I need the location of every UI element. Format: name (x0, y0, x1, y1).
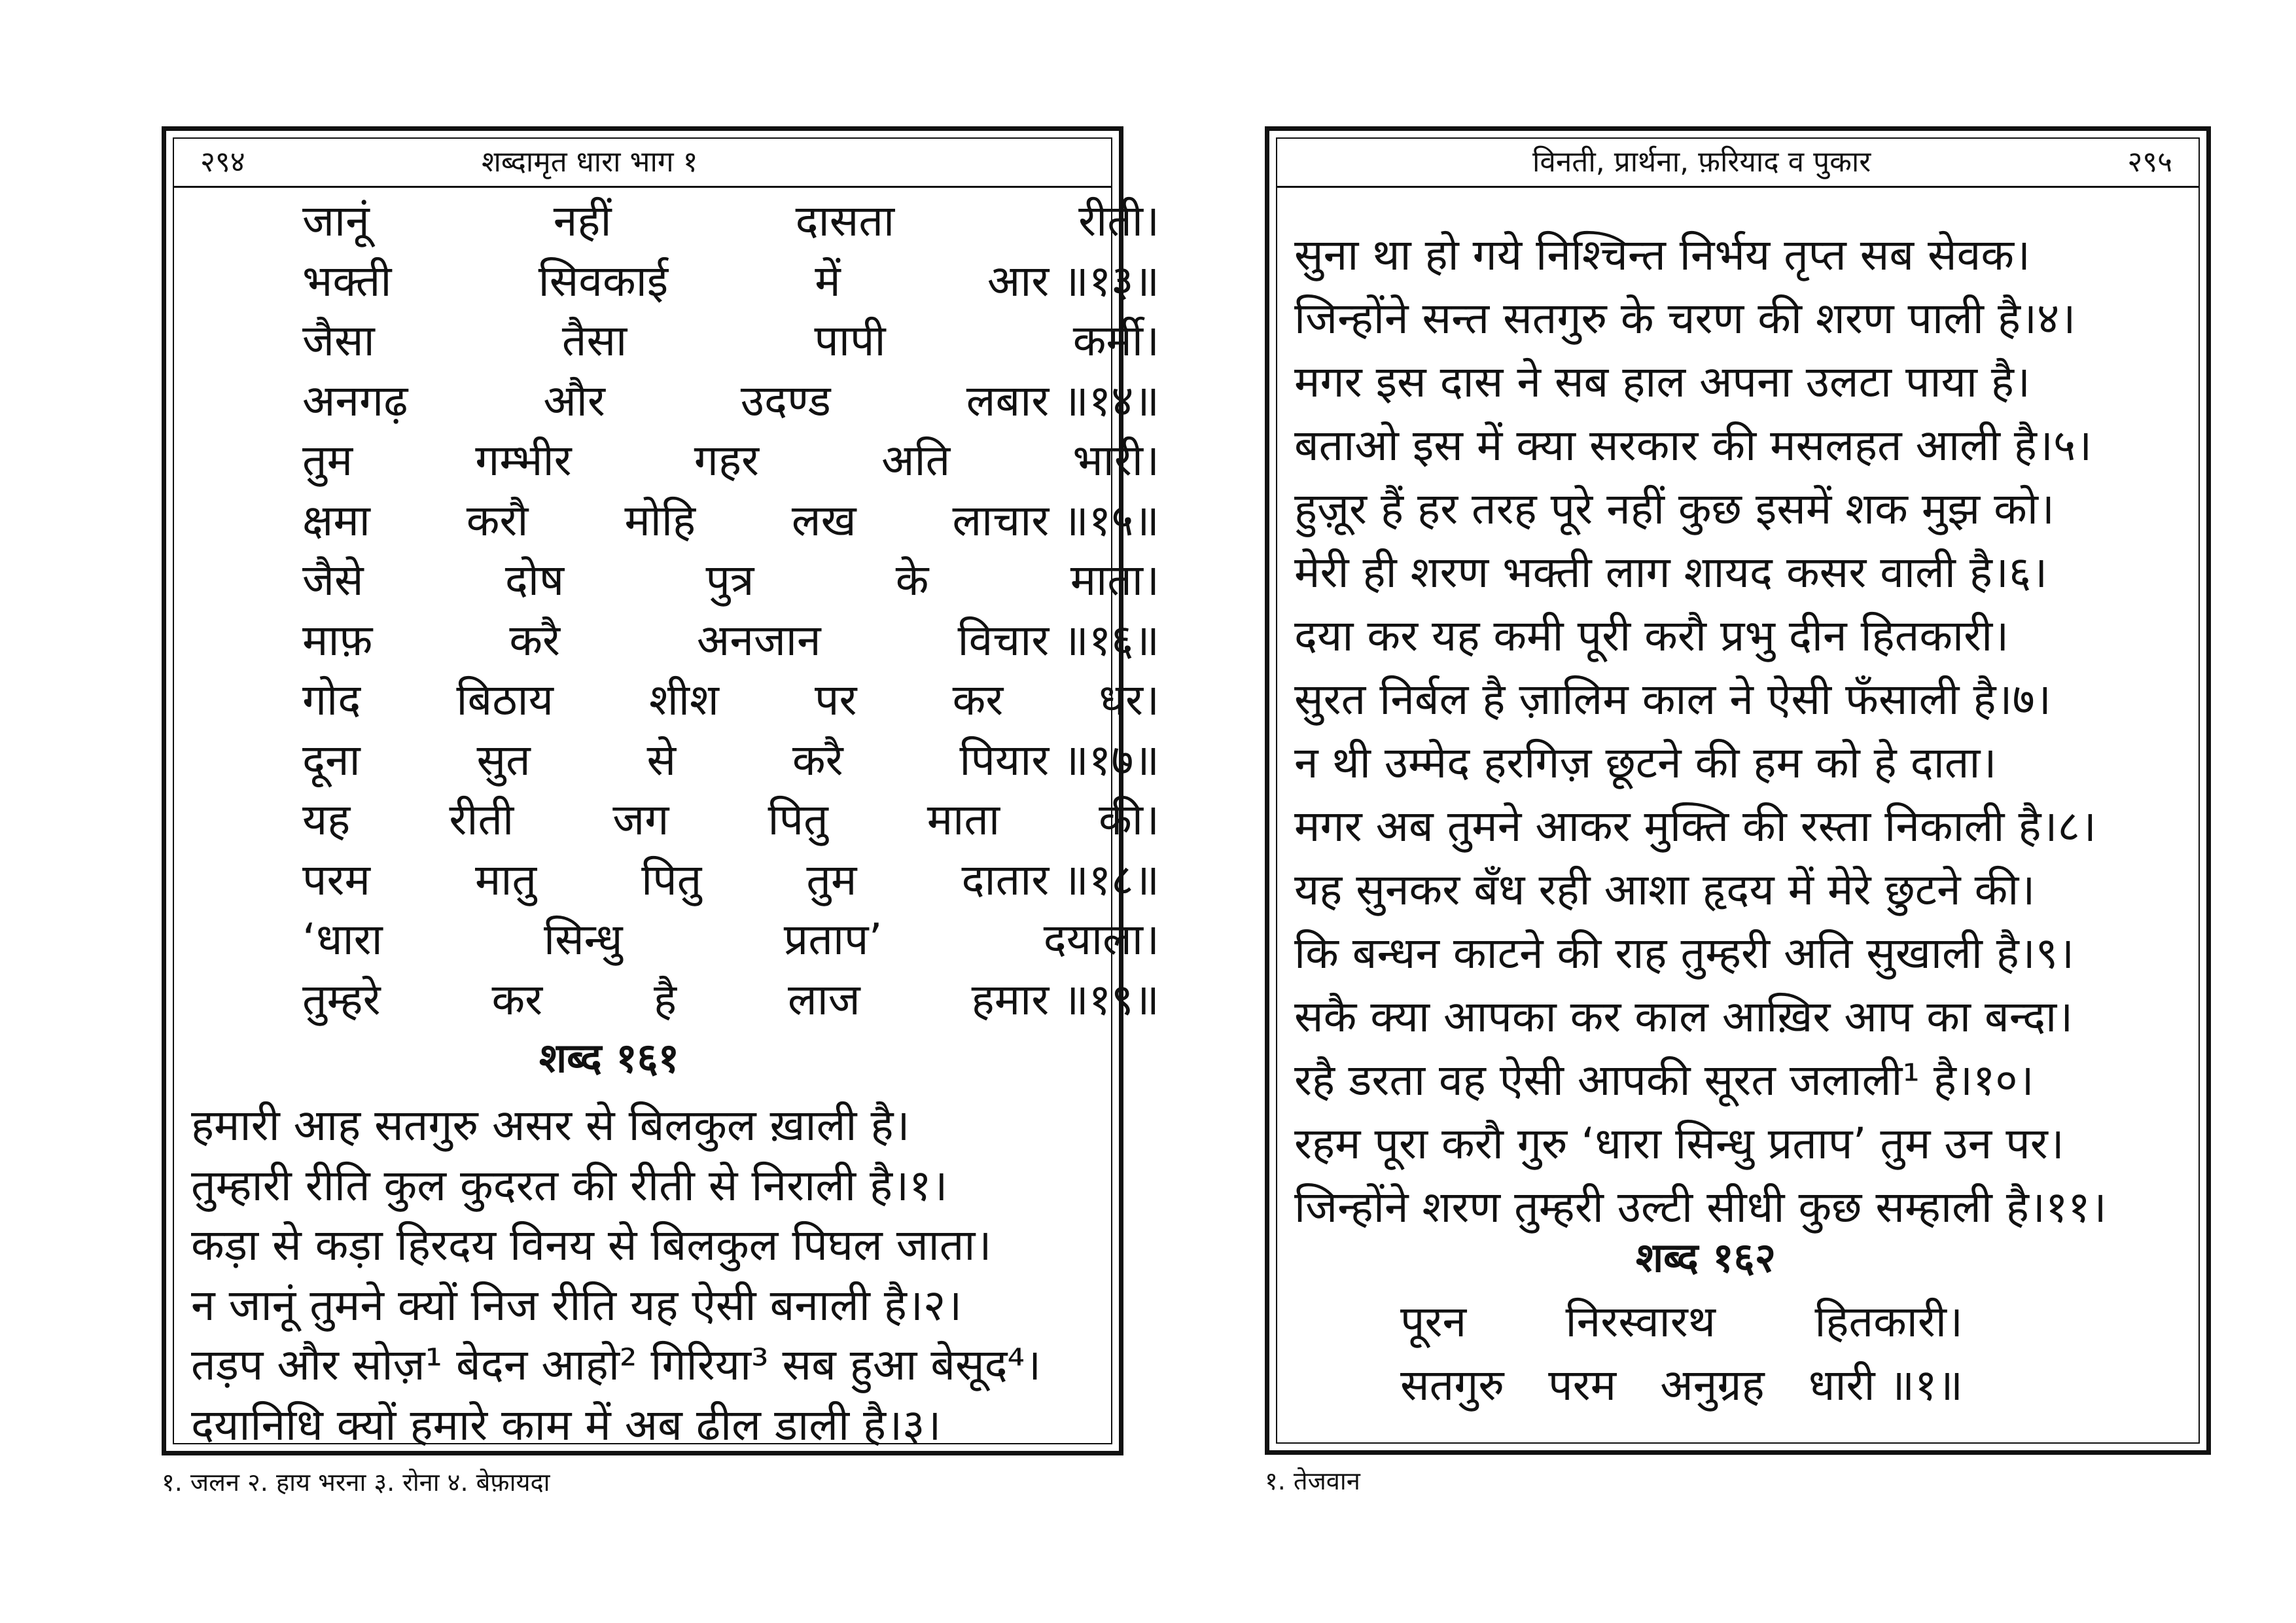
right-page-number: २९५ (2127, 145, 2172, 179)
verse-word: तुम्हरे (302, 974, 381, 1025)
verse-word: विचार ॥१६॥ (957, 615, 1159, 666)
verse-line (302, 375, 1159, 427)
verse-line (302, 854, 1159, 906)
right-line-text: सुना था हो गये निश्चिन्त निर्भय तृप्त सब सेवक। (1294, 230, 2031, 280)
right-line-text: मगर अब तुमने आकर मुक्ति की रस्ता निकाली है।८। (1294, 801, 2096, 851)
verse-line (302, 255, 1159, 308)
right-line (1294, 356, 2197, 408)
verse-word: ‘धारा (302, 914, 383, 965)
right-line (1294, 800, 2197, 853)
right-line-text: हुज़ूर हैं हर तरह पूरे नहीं कुछ इसमें शक मुझ को। (1294, 484, 2055, 534)
verse-line (302, 794, 1159, 846)
verse-word: पापी (814, 315, 886, 366)
verse-word: माता (927, 794, 1000, 845)
verse-word: सिन्धु (543, 914, 623, 965)
verse-word: सिवकाई (538, 255, 669, 306)
right-line-text: रहै डरता वह ऐसी आपकी सूरत जलाली¹ है।१०। (1294, 1055, 2034, 1105)
left-running-title: शब्दामृत धारा भाग १ (482, 145, 698, 179)
verse-word: प्रताप’ (783, 914, 883, 965)
right-line-text: सुरत निर्बल है ज़ालिम काल ने ऐसी फँसाली है।७। (1294, 674, 2051, 724)
verse-word: हितकारी। (1814, 1296, 1963, 1347)
shabd-line-text: न जानूं तुमने क्यों निज रीति यह ऐसी बनाली है।२। (191, 1279, 963, 1330)
shabd-line-text: कड़ा से कड़ा हिरदय विनय से बिलकुल पिघल जाता। (191, 1220, 992, 1270)
shabd-line (191, 1339, 1107, 1391)
shabd-line-text: तड़प और सोज़¹ बेदन आहो² गिरिया³ सब हुआ बेसूद⁴। (191, 1340, 1042, 1390)
right-line-text: जिन्होंने सन्त सतगुरु के चरण की शरण पाली है।४। (1294, 293, 2076, 344)
verse-word: तुम (302, 435, 353, 486)
shabd-line (191, 1399, 1107, 1452)
verse-word: कर (952, 675, 1004, 725)
verse-word: अनुग्रह (1660, 1360, 1765, 1410)
right-line (1294, 927, 2197, 980)
verse-line (302, 315, 1159, 367)
left-running-head (174, 139, 1111, 188)
verse-word: सुत (476, 734, 531, 785)
verse-word: के (895, 555, 929, 605)
verse-word: नहीं (553, 196, 612, 246)
right-line (1294, 293, 2197, 345)
right-running-title: विनती, प्रार्थना, फ़रियाद व पुकार (1532, 145, 1871, 179)
verse-word: धारी ॥१॥ (1808, 1360, 1963, 1410)
verse-word: मातु (474, 854, 537, 905)
verse-word: माता। (1070, 555, 1159, 605)
verse-word: यह (302, 794, 351, 845)
right-line-text: न थी उम्मेद हरगिज़ छूटने की हम को हे दाता। (1294, 738, 1997, 788)
verse-line (302, 914, 1159, 966)
verse-word: अनजान (696, 615, 821, 666)
right-running-head (1277, 139, 2199, 188)
left-page-number: २९४ (200, 145, 245, 179)
verse-word: दासता (795, 196, 895, 246)
verse-word: लबार ॥१४॥ (966, 375, 1159, 426)
verse-word: दयाला। (1043, 914, 1159, 965)
verse-line (302, 974, 1159, 1026)
verse-word: गोद (302, 675, 361, 725)
verse-word: पितु (768, 794, 828, 845)
shabd-line (191, 1279, 1107, 1332)
verse-word: लख (791, 495, 857, 546)
verse-word: अनगढ़ (302, 375, 408, 426)
verse-word: परम (1548, 1360, 1617, 1410)
left-footnotes: १. जलन २. हाय भरना ३. रोना ४. बेफ़ायदा (162, 1468, 550, 1497)
verse-word: भक्ती (302, 255, 392, 306)
verse-word: तैसा (561, 315, 627, 366)
right-line (1294, 1181, 2197, 1234)
verse-word: क्षमा (302, 495, 370, 546)
shabd-line-text: दयानिधि क्यों हमारे काम में अब ढील डाली है।३। (191, 1399, 942, 1450)
verse-word: कर (491, 974, 543, 1025)
verse-line (302, 674, 1159, 726)
verse-word: जैसा (302, 315, 375, 366)
verse-word: दोष (504, 555, 565, 605)
right-line (1294, 673, 2197, 726)
verse-word: निरस्वारथ (1565, 1296, 1716, 1347)
verse-word: हमार ॥१९॥ (971, 974, 1159, 1025)
right-line-text: दया कर यह कमी पूरी करौ प्रभु दीन हितकारी। (1294, 611, 2009, 661)
verse-word: की। (1099, 794, 1159, 845)
right-line-text: कि बन्धन काटने की राह तुम्हरी अति सुखाली है।९। (1294, 928, 2075, 978)
shabd-line-text: हमारी आह सतगुरु असर से बिलकुल ख़ाली है। (191, 1100, 910, 1150)
verse-line (1400, 1296, 1963, 1348)
verse-word: परम (302, 854, 370, 905)
verse-word: तुम (806, 854, 857, 905)
right-line-text: जिन्होंने शरण तुम्हरी उल्टी सीधी कुछ सम्हाली है।११। (1294, 1182, 2107, 1232)
right-footnote: १. तेजवान (1265, 1467, 1360, 1495)
verse-word: शीश (649, 675, 719, 725)
verse-word: अति (881, 435, 951, 486)
right-shabd-heading: शब्द १६२ (1636, 1234, 1776, 1281)
left-page (162, 126, 1159, 1455)
right-line (1294, 1118, 2197, 1170)
verse-word: धर। (1099, 675, 1159, 725)
verse-word: करौ (466, 495, 529, 546)
verse-word: और (543, 375, 605, 426)
right-line (1294, 864, 2197, 916)
right-line-text: रहम पूरा करौ गुरु ‘धारा सिन्धु प्रताप’ तुम उन पर। (1294, 1118, 2064, 1169)
verse-word: गहर (694, 435, 759, 486)
right-page (1265, 126, 2211, 1455)
verse-line (302, 615, 1159, 667)
shabd-line-text: तुम्हारी रीति कुल कुदरत की रीती से निराली है।१। (191, 1160, 948, 1211)
verse-word: पियार ॥१७॥ (959, 734, 1159, 785)
verse-word: लाज (787, 974, 860, 1025)
right-line (1294, 419, 2197, 472)
shabd-line (191, 1160, 1107, 1212)
verse-word: पितु (641, 854, 702, 905)
verse-word: दातार ॥१८॥ (961, 854, 1159, 905)
verse-word: जानूं (302, 196, 370, 246)
verse-word: में (815, 255, 841, 306)
verse-word: है (654, 974, 677, 1025)
verse-word: करै (792, 734, 843, 785)
right-line (1294, 737, 2197, 789)
verse-word: पुत्र (705, 555, 754, 605)
verse-line (302, 435, 1159, 487)
right-line-text: मगर इस दास ने सब हाल अपना उलटा पाया है। (1294, 357, 2030, 407)
right-line (1294, 991, 2197, 1043)
shabd-line (191, 1219, 1107, 1272)
verse-word: लाचार ॥१५॥ (952, 495, 1159, 546)
right-line (1294, 1054, 2197, 1107)
verse-line (1400, 1359, 1963, 1412)
verse-word: बिठाय (456, 675, 554, 725)
shabd-line (191, 1099, 1107, 1152)
verse-word: गम्भीर (475, 435, 572, 486)
verse-word: से (646, 734, 677, 785)
verse-line (302, 554, 1159, 607)
right-line-text: मेरी ही शरण भक्ती लाग शायद कसर वाली है।६। (1294, 547, 2048, 597)
verse-word: सतगुरु (1400, 1360, 1504, 1410)
verse-word: जग (612, 794, 669, 845)
verse-word: कर्मी। (1072, 315, 1159, 366)
right-line-text: बताओ इस में क्या सरकार की मसलहत आली है।५। (1294, 420, 2093, 471)
verse-word: जैसे (302, 555, 364, 605)
verse-word: पर (815, 675, 857, 725)
right-line (1294, 546, 2197, 599)
verse-word: रीती (449, 794, 514, 845)
verse-word: करै (509, 615, 561, 666)
right-line (1294, 610, 2197, 662)
verse-line (302, 495, 1159, 547)
left-shabd-heading: शब्द १६१ (539, 1034, 680, 1082)
verse-line (302, 195, 1159, 247)
right-line-text: यह सुनकर बँध रही आशा हृदय में मेरे छुटने की। (1294, 865, 2036, 915)
verse-line (302, 734, 1159, 787)
verse-word: उदण्ड (740, 375, 831, 426)
verse-word: माफ़ (302, 615, 373, 666)
right-line (1294, 229, 2197, 281)
verse-word: मोहि (624, 495, 696, 546)
right-line (1294, 483, 2197, 535)
right-line-text: सकै क्या आपका कर काल आख़िर आप का बन्दा। (1294, 991, 2074, 1042)
verse-word: आर ॥१३॥ (987, 255, 1159, 306)
verse-word: रीती। (1078, 196, 1159, 246)
verse-word: दूना (302, 734, 361, 785)
verse-word: पूरन (1400, 1296, 1467, 1347)
verse-word: भारी। (1072, 435, 1159, 486)
